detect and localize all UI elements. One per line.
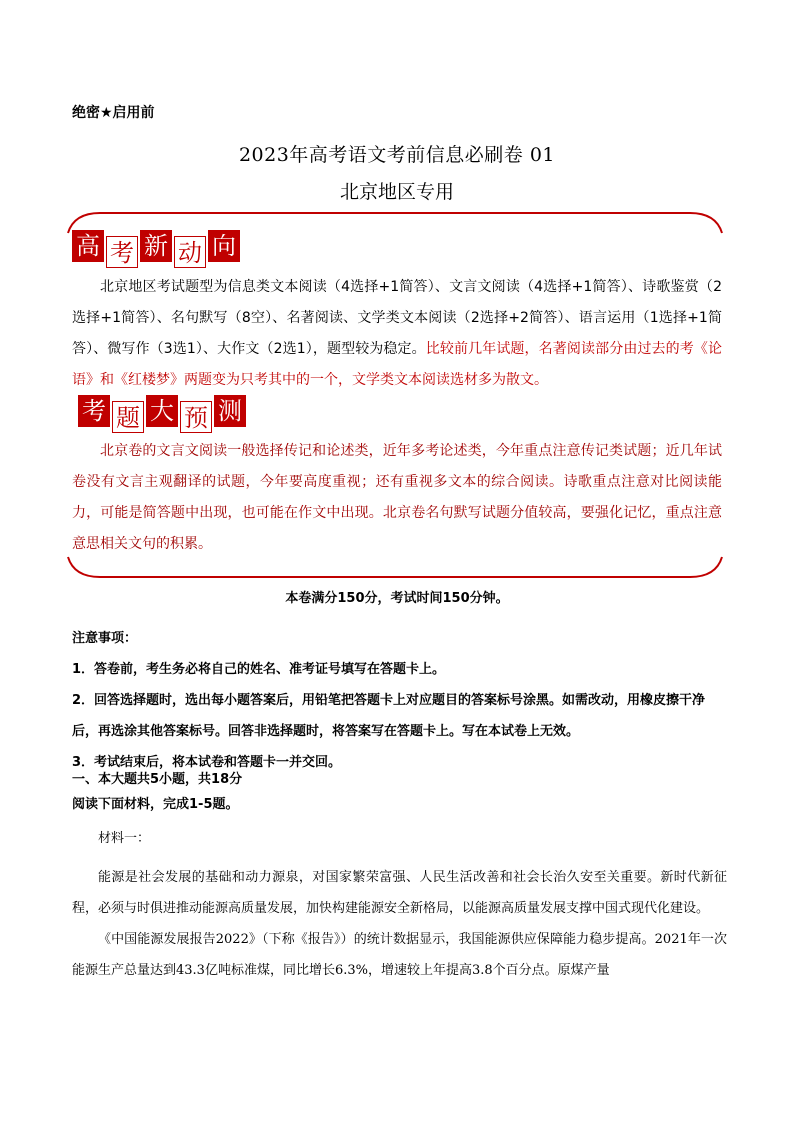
part1-instruction: 阅读下面材料，完成1-5题。 [72, 797, 239, 812]
notice-heading: 注意事项： [72, 631, 138, 646]
banner-char: 考 [78, 395, 110, 427]
banner-char: 考 [106, 236, 138, 268]
predictions-text: 北京卷的文言文阅读一般选择传记和论述类，近年多考论述类，今年重点注意传记类试题；近几年试卷没有文言主观翻译的试题，今年要高度重视；还有重视多文本的综合阅读。诗歌重点注意对比阅读能力，可能是简答题中出现，也可能在作文中出现。北京卷名句默写试题分值较高，要强化记忆，重点注意意思相关文句的积累。 [72, 443, 722, 552]
page-subtitle: 北京地区专用 [339, 181, 454, 203]
exam-trends-text-b: 比较前几年试题，名著阅读部分由过去的考《论语》和《红楼梦》两题变为只考其中的一个，文学类文本阅读选材多为散文。 [72, 341, 722, 388]
banner-char: 大 [146, 395, 178, 427]
banner-char: 新 [140, 230, 172, 262]
exam-trends-text-a: 北京地区考试题型为信息类文本阅读（4选择+1简答）、文言文阅读（4选择+1简答）、诗歌鉴赏（2选择+1简答）、名句默写（8空）、名著阅读、文学类文本阅读（2选择+2简答）、语言运用（1选择+1简答）、微写作（3选1）、大作文（2选1），题型较为稳定。 [72, 279, 722, 357]
part1-header [72, 767, 727, 817]
banner-predictions [78, 395, 246, 433]
banner-char: 预 [180, 401, 212, 433]
banner-exam-trends [72, 230, 240, 268]
notice-item: 1．答卷前，考生务必将自己的姓名、准考证号填写在答题卡上。 [72, 662, 446, 677]
banner-char: 动 [174, 236, 206, 268]
banner-char: 高 [72, 230, 104, 262]
exam-trends-text [72, 272, 722, 396]
confidential-label: 绝密★启用前 [72, 105, 155, 121]
frame-bottom-arc [68, 557, 722, 577]
material-paragraph: 能源是社会发展的基础和动力源泉，对国家繁荣富强、人民生活改善和社会长治久安至关重要。新时代新征程，必须与时俱进推动能源高质量发展，加快构建能源安全新格局，以能源高质量发展支撑中国式现代化建设。 [72, 870, 727, 916]
page-title: 2023年高考语文考前信息必刷卷 01 [238, 144, 556, 166]
notice-item: 2．回答选择题时，选出每小题答案后，用铅笔把答题卡上对应题目的答案标号涂黑。如需改动，用橡皮擦干净后，再选涂其他答案标号。回答非选择题时，将答案写在答题卡上。写在本试卷上无效。 [72, 693, 706, 739]
banner-char: 向 [208, 230, 240, 262]
score-time-line: 本卷满分150分，考试时间150分钟。 [285, 591, 509, 606]
banner-char: 题 [112, 401, 144, 433]
part1-heading: 一、本大题共5小题，共18分 [72, 772, 243, 787]
material-paragraph: 《中国能源发展报告2022》（下称《报告》）的统计数据显示，我国能源供应保障能力稳步提高。2021年一次能源生产总量达到43.3亿吨标准煤，同比增长6.3%，增速较上年提高3.8个百分点。原煤产量 [72, 932, 727, 978]
banner-char: 测 [214, 395, 246, 427]
material-label: 材料一： [98, 831, 151, 846]
material-one [72, 823, 727, 986]
notice-block [72, 623, 727, 778]
notice-item: 3．考试结束后，将本试卷和答题卡一并交回。 [72, 755, 342, 770]
